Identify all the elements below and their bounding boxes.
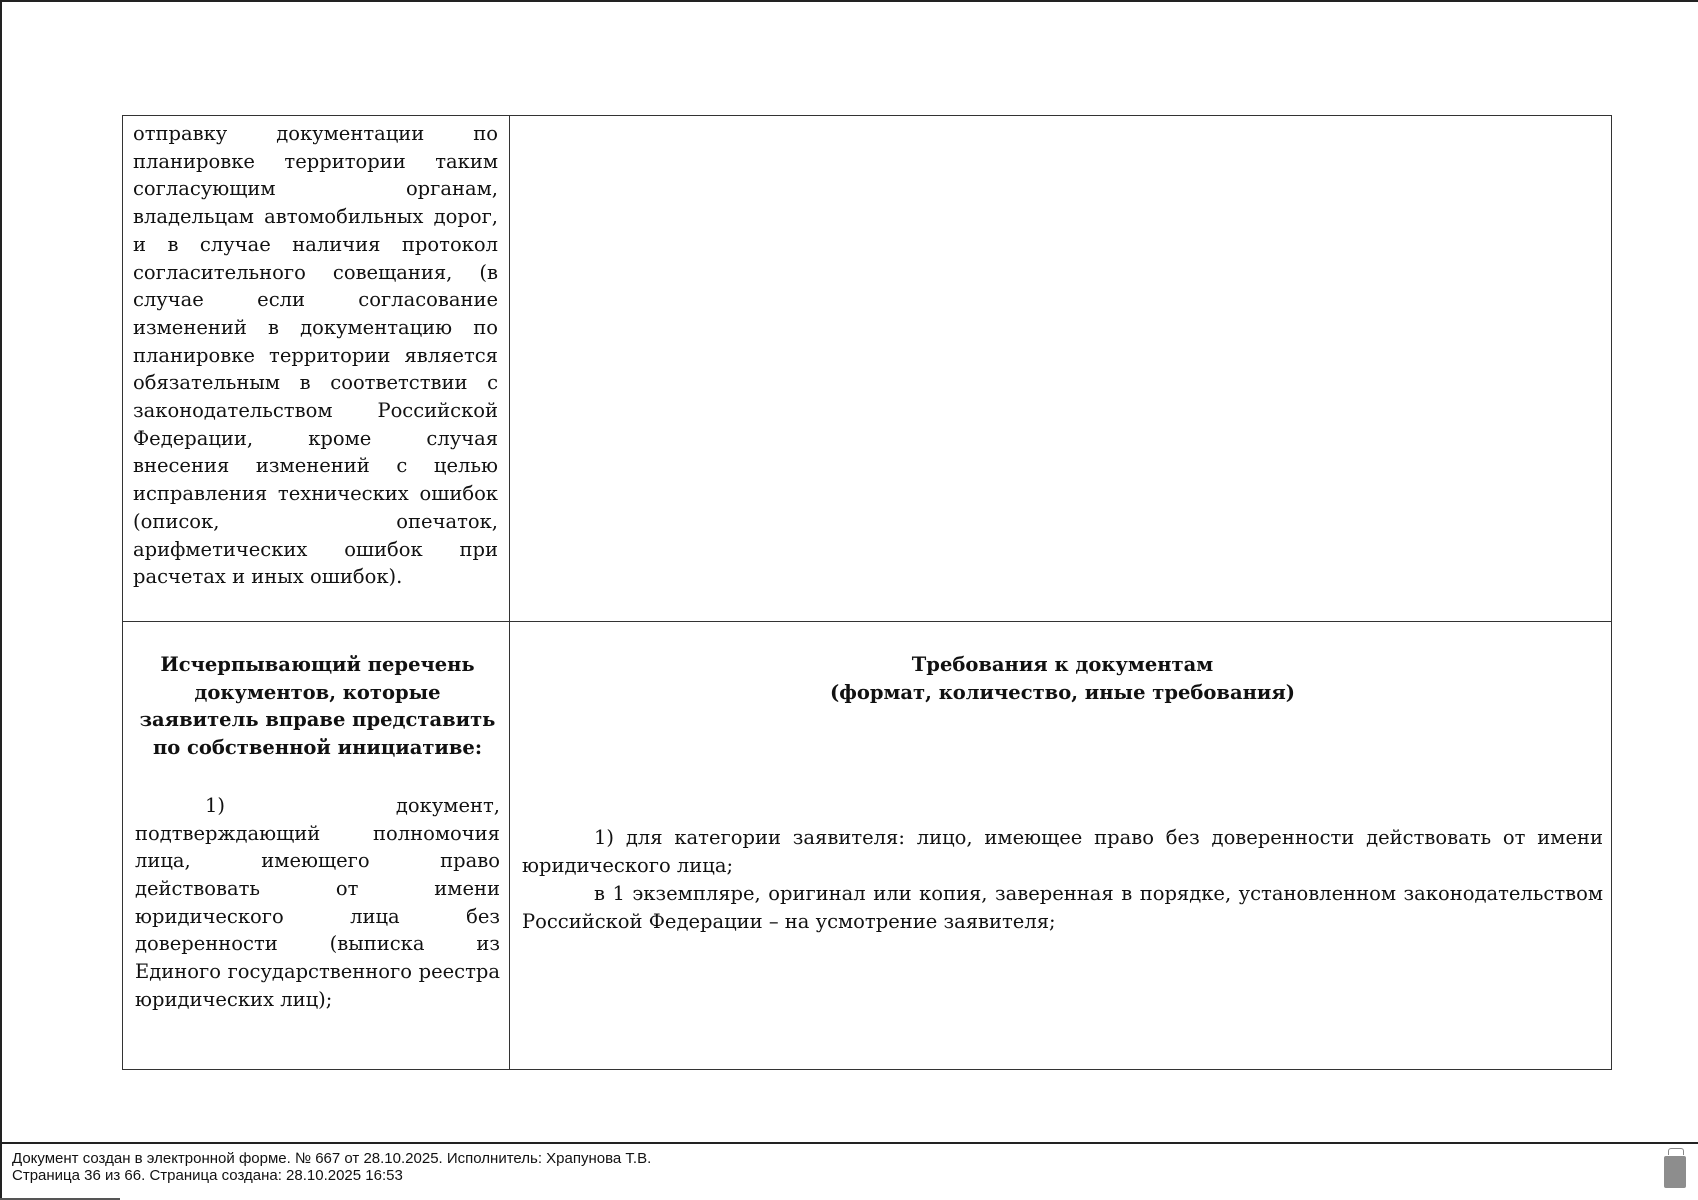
row-divider bbox=[123, 621, 1611, 622]
document-table bbox=[122, 115, 1612, 1070]
bottom-left-cell bbox=[135, 651, 500, 1013]
right-heading-line2: (формат, количество, иные требования) bbox=[830, 680, 1295, 704]
footer-line-2: Страница 36 из 66. Страница создана: 28.10.2025 16:53 bbox=[12, 1166, 403, 1184]
footer-line-1: Документ создан в электронной форме. № 667 от 28.10.2025. Исполнитель: Храпунова Т.В. bbox=[12, 1150, 652, 1167]
column-divider bbox=[509, 116, 510, 1069]
document-footer bbox=[0, 1142, 1698, 1200]
top-left-cell-text: отправку документации по планировке территории таким согласующим органам, владельцам автомобильных дорог, и в случае наличия протокол согласительного совещания, (в случае если согласование изменений в документацию по планировке территории является обязательным в соответствии с законодательством Российской Федерации, кроме случая внесения изменений с целью исправления технических ошибок (описок, опечаток, арифметических ошибок при расчетах и иных ошибок). bbox=[133, 122, 498, 589]
right-heading-line1: Требования к документам bbox=[911, 653, 1214, 676]
footer-text bbox=[12, 1151, 651, 1184]
left-item: 1) документ, подтверждающий полномочия лица, имеющего право действовать от имени юридического лица без доверенности (выписка из Единого государственного реестра юридических лиц); bbox=[135, 793, 500, 1011]
right-item-paragraph-1: 1) для категории заявителя: лицо, имеющее право без доверенности действовать от имени юридического лица; bbox=[522, 826, 1603, 878]
stamp-icon bbox=[1664, 1156, 1686, 1188]
left-heading: Исчерпывающий перечень документов, которые заявитель вправе представить по собственной инициативе: bbox=[139, 653, 496, 760]
bottom-right-cell bbox=[522, 651, 1603, 935]
right-item-paragraph-2: в 1 экземпляре, оригинал или копия, заверенная в порядке, установленном законодательством Российской Федерации – на усмотрение заявителя; bbox=[522, 881, 1603, 933]
